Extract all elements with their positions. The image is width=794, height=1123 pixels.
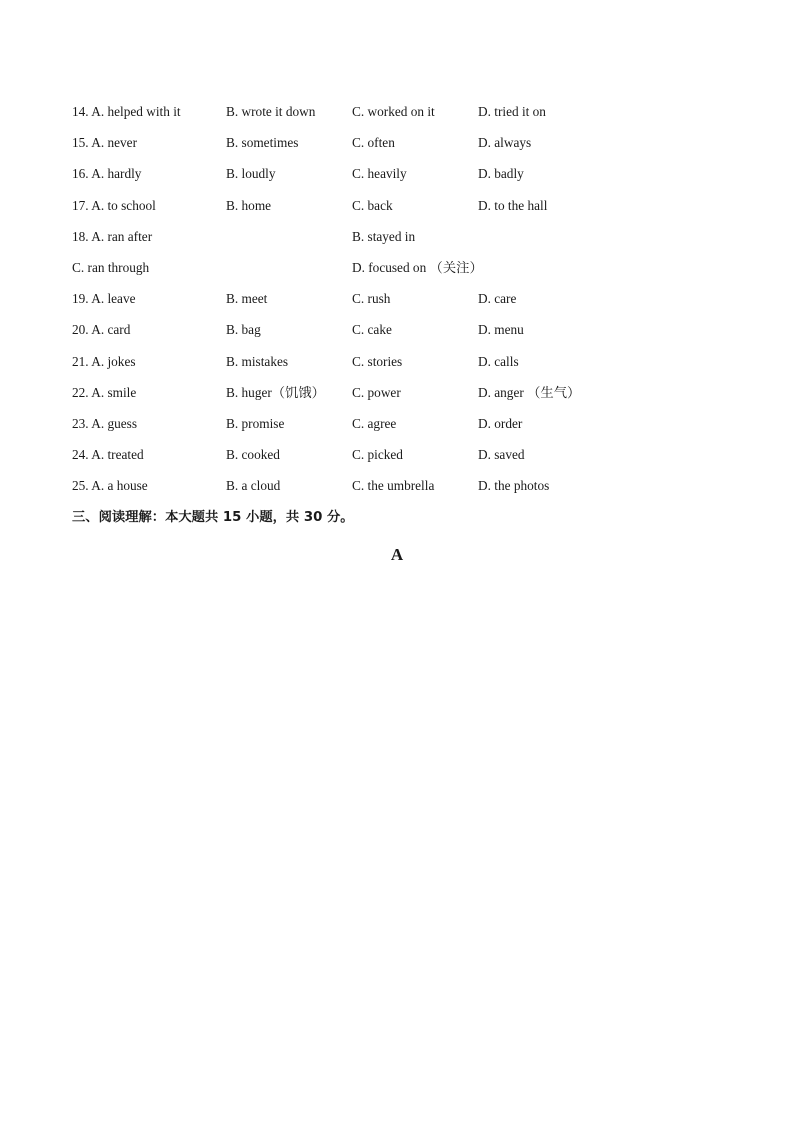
option-d: D. calls (478, 353, 519, 369)
option-d: D. anger （生气） (478, 384, 581, 400)
option-b: B. loudly (226, 166, 276, 182)
option-a: 22. A. smile (72, 384, 137, 400)
option-b: B. mistakes (226, 353, 289, 369)
question-row-25 (72, 475, 722, 506)
option-a: 18. A. ran after (72, 228, 153, 244)
option-c: C. agree (352, 415, 397, 431)
option-c: C. the umbrella (352, 478, 435, 494)
question-row-14 (72, 101, 722, 132)
question-row-16 (72, 163, 722, 194)
option-c: C. rush (352, 291, 391, 307)
option-d: D. care (478, 291, 517, 307)
option-d: D. the photos (478, 478, 550, 494)
option-d: D. saved (478, 447, 525, 463)
option-b: B. home (226, 197, 272, 213)
option-a: 21. A. jokes (72, 353, 136, 369)
option-d: D. order (478, 415, 523, 431)
option-b: B. promise (226, 415, 285, 431)
option-a: 19. A. leave (72, 291, 136, 307)
option-b: B. cooked (226, 447, 280, 463)
option-c: C. worked on it (352, 104, 435, 119)
option-b: B. meet (226, 291, 268, 307)
option-c: C. heavily (352, 166, 407, 182)
option-b: B. sometimes (226, 135, 299, 151)
question-row-19 (72, 288, 722, 319)
option-c: C. cake (352, 322, 392, 338)
question-row-18 (72, 226, 722, 257)
option-b: B. huger（饥饿） (226, 384, 325, 400)
question-row-23 (72, 413, 722, 444)
option-d: D. focused on （关注） (352, 259, 483, 275)
question-row-15 (72, 132, 722, 163)
option-b: B. stayed in (352, 228, 416, 244)
question-row-20 (72, 319, 722, 350)
question-row-24 (72, 444, 722, 475)
option-c: C. back (352, 197, 393, 213)
option-c: C. stories (352, 353, 403, 369)
option-a: 24. A. treated (72, 447, 144, 463)
option-a: 15. A. never (72, 135, 137, 151)
option-b: B. wrote it down (226, 104, 316, 119)
option-d: D. menu (478, 322, 524, 338)
option-a: 25. A. a house (72, 478, 148, 494)
question-row-21 (72, 351, 722, 382)
question-row-17 (72, 195, 722, 226)
question-row-18-continued (72, 257, 722, 288)
option-c: C. ran through (72, 259, 150, 275)
part-label: A (390, 545, 404, 564)
option-d: D. to the hall (478, 197, 548, 213)
option-a: 20. A. card (72, 322, 131, 338)
option-d: D. badly (478, 166, 524, 182)
option-b: B. a cloud (226, 478, 281, 494)
option-d: D. tried it on (478, 104, 546, 119)
section-heading: 三、阅读理解：本大题共 15 小题，共 30 分。 (72, 510, 354, 525)
option-c: C. power (352, 384, 401, 400)
option-a: 23. A. guess (72, 415, 138, 431)
option-a: 17. A. to school (72, 197, 156, 213)
option-a: 16. A. hardly (72, 166, 142, 182)
question-row-22 (72, 382, 722, 413)
option-c: C. picked (352, 447, 403, 463)
option-c: C. often (352, 135, 395, 151)
option-a: 14. A. helped with it (72, 104, 181, 119)
question-list (72, 101, 722, 506)
option-b: B. bag (226, 322, 261, 338)
option-d: D. always (478, 135, 532, 151)
